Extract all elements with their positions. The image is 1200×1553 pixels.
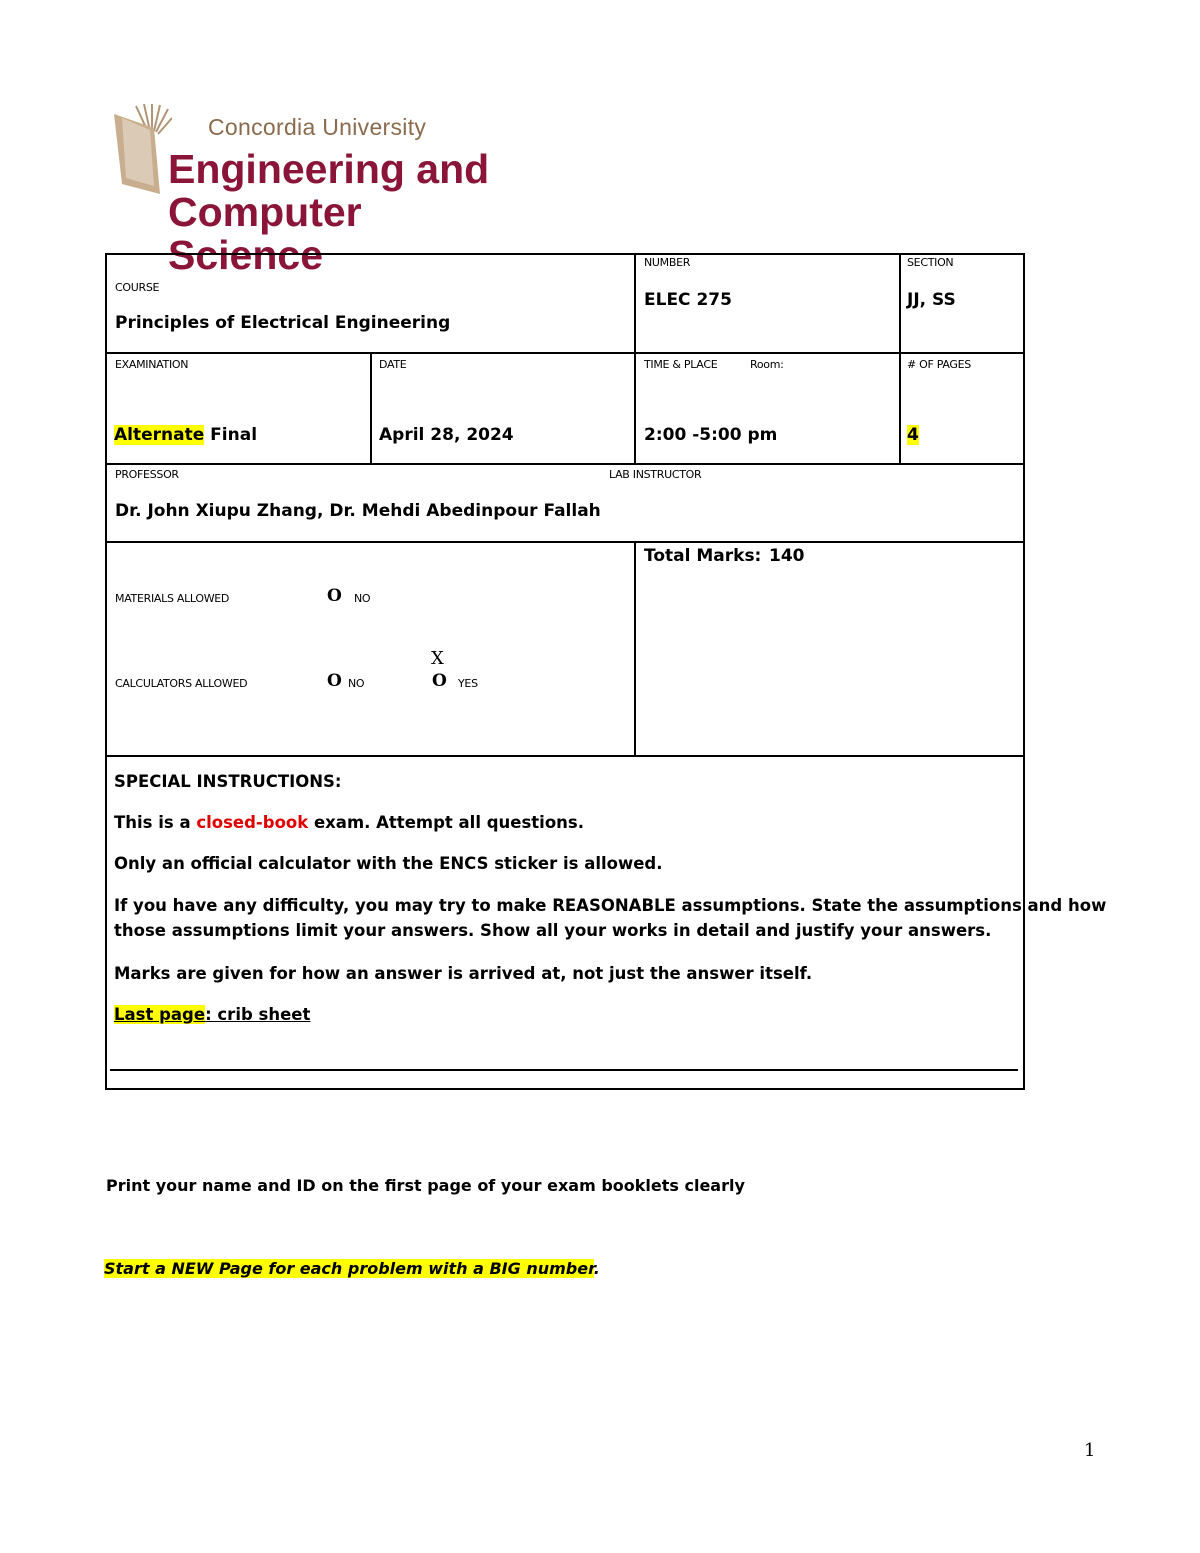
print-name-note: Print your name and ID on the first page of your exam booklets clearly xyxy=(106,1176,745,1195)
materials-no-checkbox: O xyxy=(327,586,342,606)
instruction-assumptions-1: If you have any difficulty, you may try to make REASONABLE assumptions. State the assumptions and how xyxy=(114,896,1107,915)
row-divider xyxy=(105,541,1025,543)
calculators-yes-label: YES xyxy=(458,677,478,690)
professor-value: Dr. John Xiupu Zhang, Dr. Mehdi Abedinpour Fallah xyxy=(115,501,601,521)
calculators-no-label: NO xyxy=(348,677,365,690)
new-page-period: . xyxy=(593,1259,600,1278)
column-divider xyxy=(634,253,636,464)
faculty-line-2: Computer Science xyxy=(168,189,362,279)
column-divider xyxy=(899,253,901,464)
calculators-yes-checkbox: O xyxy=(432,671,447,691)
instructions-rule xyxy=(110,1069,1018,1071)
total-marks-value: 140 xyxy=(769,546,805,566)
instruction-marks: Marks are given for how an answer is arrived at, not just the answer itself. xyxy=(114,964,813,983)
column-divider xyxy=(370,352,372,464)
time-value: 2:00 -5:00 pm xyxy=(644,425,778,445)
professor-label: PROFESSOR xyxy=(115,468,179,481)
materials-allowed-label: MATERIALS ALLOWED xyxy=(115,592,230,605)
number-label: NUMBER xyxy=(644,256,691,269)
date-value: April 28, 2024 xyxy=(379,425,514,445)
pages-value-highlight: 4 xyxy=(907,425,919,445)
examination-value xyxy=(114,425,257,445)
instruction-text: This is a xyxy=(114,813,197,832)
faculty-line-1: Engineering and xyxy=(168,146,490,192)
examination-rest: Final xyxy=(204,425,258,445)
pages-value xyxy=(907,425,919,445)
instruction-text: exam. Attempt all questions. xyxy=(308,813,584,832)
column-divider xyxy=(634,541,636,756)
concordia-logo xyxy=(110,104,500,279)
section-label: SECTION xyxy=(907,256,954,269)
number-value: ELEC 275 xyxy=(644,290,732,310)
calculators-allowed-label: CALCULATORS ALLOWED xyxy=(115,677,248,690)
examination-label: EXAMINATION xyxy=(115,358,189,371)
instruction-closed-book xyxy=(114,813,584,832)
row-divider xyxy=(105,463,1025,465)
last-page-rest: : crib sheet xyxy=(205,1005,311,1024)
date-label: DATE xyxy=(379,358,407,371)
closed-book-emphasis: closed-book xyxy=(196,813,309,832)
instruction-assumptions-2: those assumptions limit your answers. Show all your works in detail and justify your answers. xyxy=(114,921,992,940)
pages-label: # OF PAGES xyxy=(907,358,971,371)
last-page-highlight: Last page xyxy=(114,1005,206,1024)
instructions-heading: SPECIAL INSTRUCTIONS: xyxy=(114,772,342,791)
course-label: COURSE xyxy=(115,281,160,294)
room-label: Room: xyxy=(750,358,784,371)
new-page-highlight: Start a NEW Page for each problem with a BIG number xyxy=(104,1259,594,1278)
total-marks-label: Total Marks: xyxy=(644,546,762,566)
lab-instructor-label: LAB INSTRUCTOR xyxy=(609,468,702,481)
materials-no-label: NO xyxy=(354,592,371,605)
section-value: JJ, SS xyxy=(907,290,956,310)
new-page-note xyxy=(104,1259,600,1278)
calculators-no-checkbox: O xyxy=(327,671,342,691)
instruction-calculator: Only an official calculator with the ENCS sticker is allowed. xyxy=(114,854,663,873)
page-number: 1 xyxy=(1084,1440,1096,1461)
calculators-yes-x-mark: X xyxy=(431,648,444,669)
row-divider xyxy=(105,755,1025,757)
row-divider xyxy=(105,352,1025,354)
time-place-label: TIME & PLACE xyxy=(644,358,718,371)
instruction-last-page xyxy=(114,1005,310,1024)
university-name: Concordia University xyxy=(208,114,427,140)
examination-highlight: Alternate xyxy=(114,425,205,445)
book-logo-icon xyxy=(114,104,172,194)
course-value: Principles of Electrical Engineering xyxy=(115,313,451,333)
